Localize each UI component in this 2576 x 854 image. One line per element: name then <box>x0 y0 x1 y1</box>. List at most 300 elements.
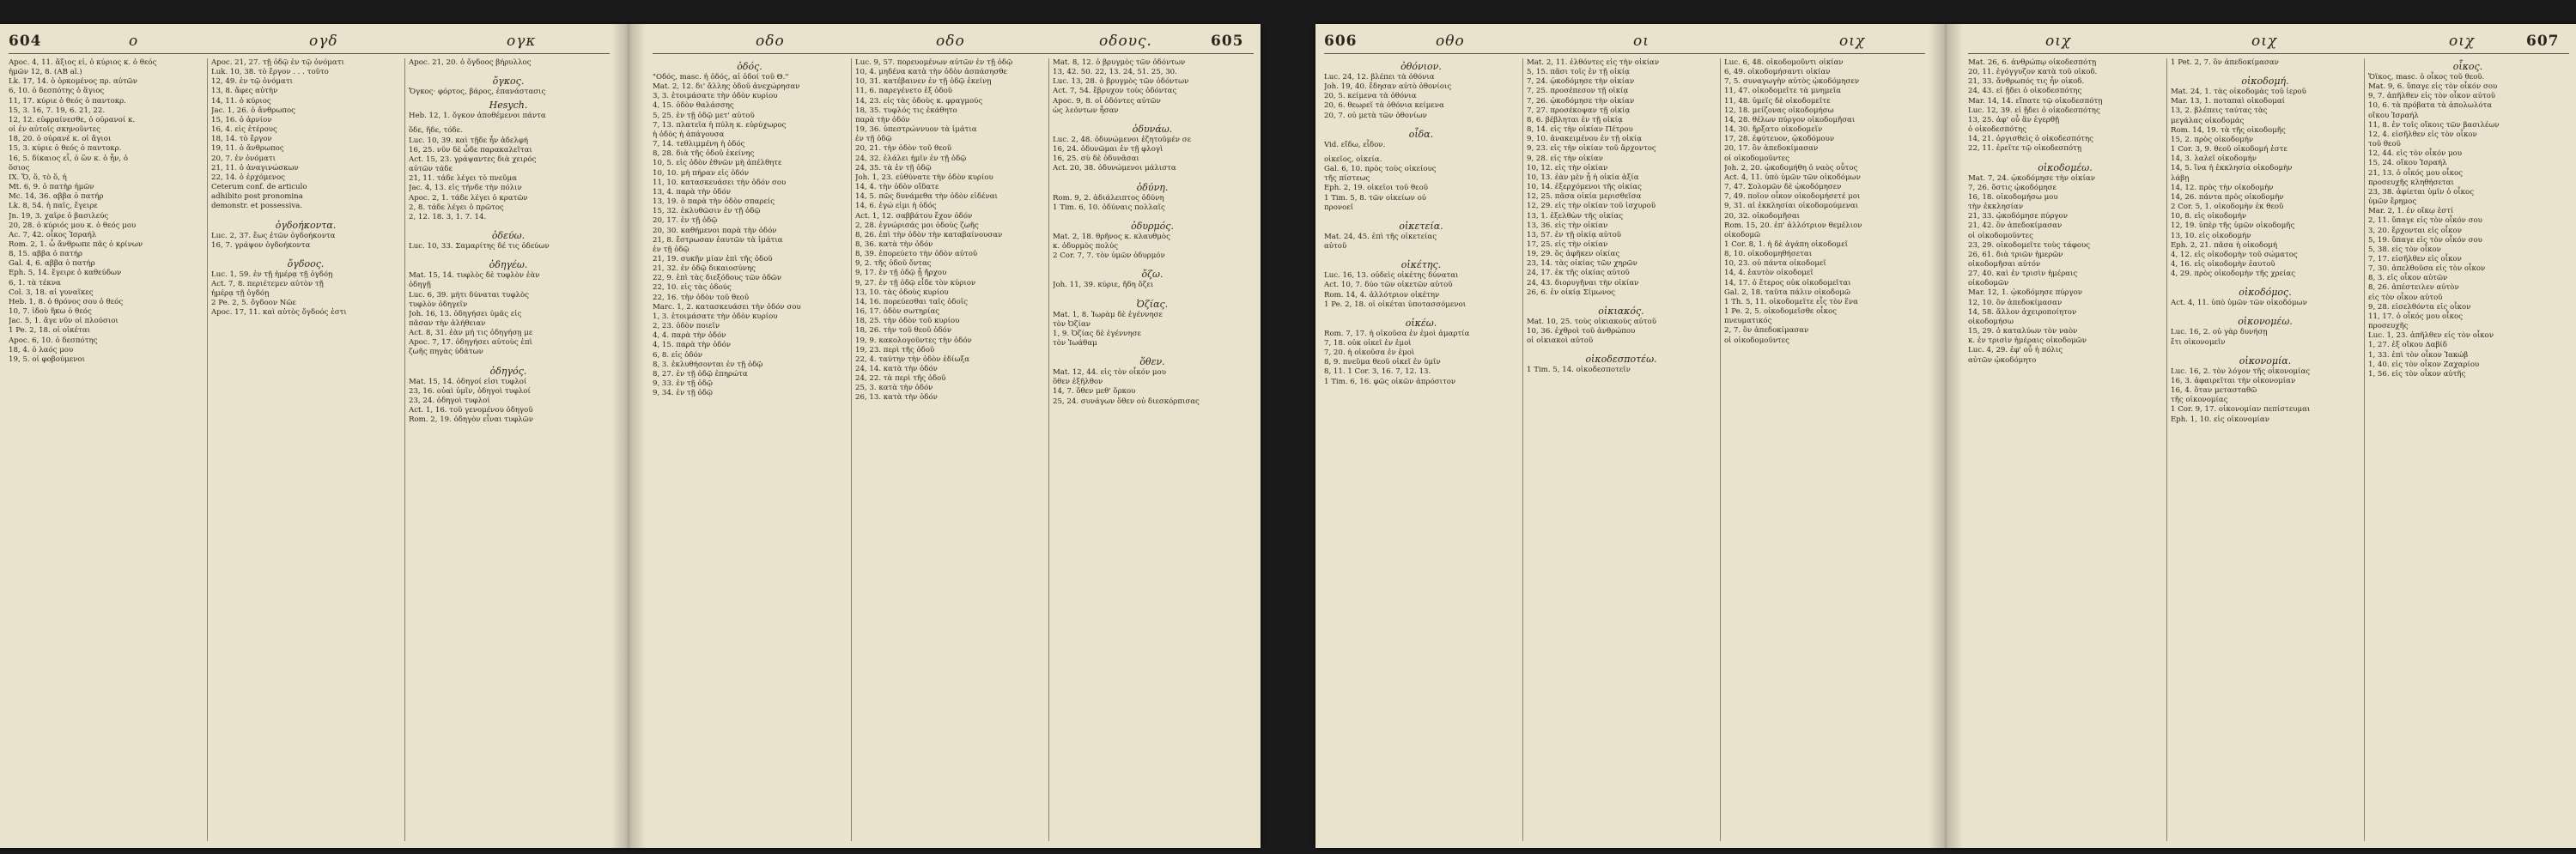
citation-line: Ac. 7, 42. οἶκος Ἰσραήλ <box>9 230 97 239</box>
column-divider <box>404 58 405 841</box>
citation-line: Rom. 9, 2. ἀδιάλειπτος ὀδύνη <box>1053 193 1164 203</box>
citation-line: 8, 36. κατὰ τὴν ὁδόν <box>855 239 933 249</box>
column-1 <box>653 58 847 841</box>
citation-line: 14, 3. λαλεῖ οἰκοδομήν <box>2171 154 2257 164</box>
citation-line: Mc. 14, 36. αββα ὁ πατήρ <box>9 192 104 202</box>
citation-line: 14, 4. τὴν ὁδὸν οἴδατε <box>855 183 939 192</box>
citation-line: 17, 25. εἰς τὴν οἰκίαν <box>1527 239 1608 249</box>
citation-line: πνευματικός <box>1724 317 1772 326</box>
header-rule <box>1324 53 1925 54</box>
citation-line: προσευχῆς <box>2368 322 2409 331</box>
citation-line: 23, 14. τὰς οἰκίας τῶν χηρῶν <box>1527 259 1637 269</box>
citation-line: 12, 44. εἰς τὸν οἶκόν μου <box>2368 149 2463 159</box>
citation-line: Mat. 26, 6. ἀνθρώπῳ οἰκοδεσπότῃ <box>1968 58 2097 67</box>
citation-line: 4, 29. πρὸς οἰκοδομὴν τῆς χρείας <box>2171 270 2296 279</box>
citation-line: 14, 17. ὁ ἕτερος οὐκ οἰκοδομεῖται <box>1724 278 1851 288</box>
citation-line: 7, 14. τεθλιμμένη ἡ ὁδός <box>653 140 745 149</box>
citation-line: τῆς πίστεως <box>1324 174 1370 184</box>
column-3 <box>2368 58 2567 841</box>
citation-line: 10, 5. εἰς ὁδὸν ἐθνῶν μὴ ἀπέλθητε <box>653 159 782 168</box>
citation-line: 10, 6. τὰ πρόβατα τὰ ἀπολωλότα <box>2368 101 2493 111</box>
citation-line: 5, 38. εἰς τὸν οἶκον <box>2368 245 2441 254</box>
citation-line: ὑμῶν ἔρημος <box>2368 197 2417 207</box>
citation-line: Eph. 5, 14. ἔγειρε ὁ καθεύδων <box>9 269 122 278</box>
citation-line: 20, 17. ὃν ἀπεδοκίμασαν <box>1724 144 1819 154</box>
lemma-heading: οἶκος. <box>2452 61 2483 72</box>
citation-line: 6, 10. ὁ δεσπότης ὁ ἅγιος <box>9 87 105 96</box>
citation-line: ζωῆς πηγὰς ὑδάτων <box>409 348 483 357</box>
citation-line: 20, 6. θεωρεῖ τὰ ὀθόνια κείμενα <box>1324 101 1444 111</box>
citation-line: 8, 6. βέβληται ἐν τῇ οἰκίᾳ <box>1527 115 1623 124</box>
citation-line: 14, 23. εἰς τὰς ὁδοὺς κ. φραγμούς <box>855 96 983 106</box>
citation-line: 15, 2. πρὸς οἰκοδομήν <box>2171 135 2254 144</box>
citation-line: 13, 10. τὰς ὁδοὺς κυρίου <box>855 288 949 297</box>
citation-line: 21, 33. ᾠκοδόμησε πύργον <box>1968 212 2068 221</box>
citation-line: 1 Th. 5, 11. οἰκοδομεῖτε εἷς τὸν ἕνα <box>1724 297 1858 306</box>
lemma-heading: ὀδυνάω. <box>1132 123 1173 135</box>
citation-line: κ. ὀδυρμὸς πολύς <box>1053 242 1119 251</box>
citation-line: 11, 48. ὑμεῖς δὲ οἰκοδομεῖτε <box>1724 96 1831 106</box>
column-3 <box>1724 58 1923 841</box>
citation-line: 23, 29. οἰκοδομεῖτε τοὺς τάφους <box>1968 240 2091 250</box>
citation-line: Luc. 24, 12. βλέπει τὰ ὀθόνια <box>1324 73 1435 82</box>
citation-line: 10, 12. εἰς τὴν οἰκίαν <box>1527 163 1608 173</box>
lemma-heading: οἰκέτης. <box>1400 259 1442 271</box>
citation-line: 16, 3. ἀφαιρεῖται τὴν οἰκονομίαν <box>2171 376 2296 385</box>
citation-line: Apoc. 21, 20. ὁ ὄγδοος βήρυλλος <box>409 58 532 67</box>
running-head-left: οδο <box>756 33 785 50</box>
running-head-right: ογκ <box>507 33 537 50</box>
citation-line: Col. 3, 18. αἱ γυναῖκες <box>9 288 94 297</box>
lemma-heading: ὄγδοος. <box>287 257 325 270</box>
citation-line: 9, 34. ἐν τῇ ὁδῷ <box>653 389 713 398</box>
citation-line: Act. 4, 11. ὑπὸ ὑμῶν τῶν οἰκοδόμων <box>2171 299 2307 308</box>
citation-line: προσευχῆς κληθήσεται <box>2368 178 2454 187</box>
gutter <box>611 24 646 848</box>
citation-line: 20, 5. κείμενα τὰ ὀθόνια <box>1324 92 1417 101</box>
citation-line: 21, 11. τάδε λέγει τὸ πνεῦμα <box>409 174 517 184</box>
citation-line: 2, 12. 18. 3, 1. 7. 14. <box>409 212 487 221</box>
citation-line: 20, 28. ὁ κύριός μου κ. ὁ θεός μου <box>9 221 137 230</box>
column-1 <box>1324 58 1518 841</box>
citation-line: 8, 26. ἀπέστειλεν αὐτὸν <box>2368 283 2459 293</box>
citation-line: λάβῃ <box>2171 173 2190 183</box>
citation-line: 22, 9. ἐπὶ τὰς διεξόδους τῶν ὁδῶν <box>653 274 782 283</box>
citation-line: 26, 13. κατὰ τὴν ὁδόν <box>855 393 938 403</box>
citation-line: 13, 42. 50. 22, 13. 24, 51. 25, 30. <box>1053 68 1177 77</box>
citation-line: 1, 33. ἐπὶ τὸν οἶκον Ἰακώβ <box>2368 350 2469 360</box>
columns <box>9 58 610 841</box>
citation-line: 12, 29. εἰς τὴν οἰκίαν τοῦ ἰσχυροῦ <box>1527 202 1656 211</box>
citation-line: Luc. 13, 28. ὁ βρυγμὸς τῶν ὀδόντων <box>1053 77 1189 87</box>
citation-line: οἰκοδομῶν <box>1968 279 2009 288</box>
citation-line: 6, 49. οἰκοδομήσαντι οἰκίαν <box>1724 68 1831 77</box>
citation-line: Act. 7, 8. περιέτεμεν αὐτὸν τῇ <box>211 279 324 288</box>
citation-line: 19, 11. ὁ ἄνθρωπος <box>211 144 284 154</box>
citation-line: 7, 26. ὅστις ᾠκοδόμησε <box>1968 183 2057 192</box>
citation-line: 15, 16. ὁ ἀρνίον <box>211 115 272 124</box>
citation-line: 4, 4. παρὰ τὴν ὁδόν <box>653 331 726 341</box>
citation-line: τὸν Ὀζίαν <box>1053 319 1091 329</box>
citation-line: 14, 7. ὅθεν μεθ' ὅρκου <box>1053 387 1136 397</box>
citation-line: 12, 18. μείζονας οἰκοδομήσω <box>1724 106 1834 115</box>
citation-line: Apoc. 17, 11. καὶ αὐτὸς ὄγδοός ἐστι <box>211 308 347 318</box>
citation-line: Act. 8, 31. ἐὰν μή τις ὁδηγήσῃ με <box>409 329 533 338</box>
citation-line: 8, 11. 1 Cor. 3, 16. 7, 12. 13. <box>1324 367 1431 377</box>
citation-line: αὐτῶν ᾠκοδόμητο <box>1968 355 2037 365</box>
citation-line: 24, 32. ἐλάλει ἡμῖν ἐν τῇ ὁδῷ <box>855 154 967 163</box>
citation-line: ἐν τῇ ὁδῷ <box>855 135 892 144</box>
citation-line: 10, 23. οὐ πάντα οἰκοδομεῖ <box>1724 259 1826 269</box>
citation-line: 13, 4. παρὰ τὴν ὁδόν <box>653 187 731 197</box>
column-2 <box>855 58 1044 841</box>
citation-line: "Οδός, masc. ἡ ὁδός, αἱ ὁδοί τοῦ Θ." <box>653 73 789 82</box>
citation-line: 5, 25. ἐν τῇ ὁδῷ μετ' αὐτοῦ <box>653 111 755 120</box>
citation-line: Lk. 8, 54. ἡ παῖς, ἔγειρε <box>9 202 98 211</box>
citation-line: 14, 30. ἤρξατο οἰκοδομεῖν <box>1724 125 1823 135</box>
lemma-heading: ὀδύνη. <box>1136 181 1169 193</box>
citation-line: 2 Pe. 2, 5. ὄγδοον Νῶε <box>211 299 296 308</box>
page-607 <box>1968 24 2569 848</box>
citation-line: 22, 11. ἐρεῖτε τῷ οἰκοδεσπότῃ <box>1968 144 2082 154</box>
page-number: 607 <box>2526 33 2560 50</box>
citation-line: Joh. 19, 40. ἔδησαν αὐτὸ ὀθονίοις <box>1324 82 1452 92</box>
citation-line: Mar. 12, 1. ᾠκοδόμησε πύργον <box>1968 288 2083 298</box>
citation-line: Act. 10, 7. δύο τῶν οἰκετῶν αὐτοῦ <box>1324 281 1453 290</box>
citation-line: 11, 47. οἰκοδομεῖτε τὰ μνημεῖα <box>1724 87 1842 96</box>
citation-line: 14, 28. θέλων πύργον οἰκοδομῆσαι <box>1724 115 1856 124</box>
citation-line: τῆς οἰκονομίας <box>2171 396 2228 405</box>
citation-line: 2, 23. ὁδὸν ποιεῖν <box>653 322 720 331</box>
citation-line: Heb. 12, 1. ὄγκον ἀποθέμενοι πάντα <box>409 112 546 121</box>
citation-line: ἡ ὁδὸς ἡ ἀπάγουσα <box>653 130 725 139</box>
citation-line: ἔτι οἰκονομεῖν <box>2171 337 2226 347</box>
citation-line: πᾶσαν τὴν ἀλήθειαν <box>409 318 486 328</box>
citation-line: εἰς τὸν οἶκον αὐτοῦ <box>2368 293 2443 302</box>
citation-line: Luc. 16, 2. τὸν λόγον τῆς οἰκονομίας <box>2171 366 2311 376</box>
citation-line: 21, 13. ὁ οἶκός μου οἶκος <box>2368 168 2463 178</box>
citation-line: 14, 12. πρὸς τὴν οἰκοδομὴν <box>2171 183 2274 192</box>
citation-line: Luc. 10, 33. Σαμαρίτης δέ τις ὁδεύων <box>409 242 550 251</box>
citation-line: Luc. 2, 48. ὀδυνώμενοι ἐζητοῦμέν σε <box>1053 135 1192 144</box>
citation-line: Mat. 9, 6. ὕπαγε εἰς τὸν οἶκόν σου <box>2368 82 2498 92</box>
citation-line: μεγάλας οἰκοδομάς <box>2171 116 2245 125</box>
citation-line: 12, 4. εἰσῆλθεν εἰς τὸν οἶκον <box>2368 130 2477 139</box>
lemma-heading: ὀδυρμός. <box>1131 220 1174 232</box>
citation-line: Gal. 2, 18. ταῦτα πάλιν οἰκοδομῶ <box>1724 288 1850 297</box>
column-3 <box>409 58 608 841</box>
lemma-heading: οἰκονομία. <box>2239 354 2292 366</box>
citation-line: Luc. 10, 39. καὶ τῇδε ἦν ἀδελφή <box>409 136 528 145</box>
citation-line: Mat. 15, 14. ὁδηγοί εἰσι τυφλοί <box>409 377 527 386</box>
citation-line: 24, 17. ἐκ τῆς οἰκίας αὐτοῦ <box>1527 269 1630 278</box>
lemma-heading: ὁδεύω. <box>491 230 526 242</box>
citation-line: adhibito post pronomina <box>211 192 303 202</box>
citation-line: Luc. 12, 39. εἰ ᾔδει ὁ οἰκοδεσπότης <box>1968 106 2100 115</box>
running-head-right: οιχ <box>1839 33 1866 50</box>
citation-line: 8, 28. διὰ τῆς ὁδοῦ ἐκείνης <box>653 149 755 159</box>
citation-line: 16, 5. δίκαιος εἶ, ὁ ὢν κ. ὁ ἦν, ὁ <box>9 154 129 163</box>
citation-line: 23, 38. ἀφίεται ὑμῖν ὁ οἶκος <box>2368 187 2475 197</box>
citation-line: ὁ οἰκοδεσπότης <box>1968 125 2027 135</box>
lemma-heading: ὀθόνιον. <box>1400 61 1442 72</box>
page-605 <box>653 24 1254 848</box>
citation-line: 26, 61. διὰ τριῶν ἡμερῶν <box>1968 250 2063 259</box>
citation-line: 18, 20. ὁ οὐρανέ κ. οἱ ἅγιοι <box>9 135 112 144</box>
citation-line: 20, 11. ἐγόγγυζον κατὰ τοῦ οἰκοδ. <box>1968 68 2098 77</box>
citation-line: 15, 24. οἴκου Ἰσραήλ <box>2368 159 2447 168</box>
citation-line: 14, 58. ἄλλον ἀχειροποίητον <box>1968 307 2077 317</box>
citation-line: 9, 2. τῆς ὁδοῦ ὄντας <box>855 259 932 269</box>
citation-line: 11, 17. κύριε ὁ θεός ὁ παντοκρ. <box>9 96 126 106</box>
citation-line: Apoc. 21, 27. τῇ ὁδῷ ἐν τῷ ὀνόματι <box>211 58 344 67</box>
citation-line: 21, 33. ἄνθρωπός τις ἦν οἰκοδ. <box>1968 77 2085 87</box>
citation-line: 16, 25. σὺ δὲ ὀδυνᾶσαι <box>1053 154 1139 164</box>
citation-line: Mt. 6, 9. ὁ πατὴρ ἡμῶν <box>9 183 94 192</box>
lemma-heading: ὁδηγός. <box>489 365 527 377</box>
citation-line: 2, 11. ὕπαγε εἰς τὸν οἶκόν σου <box>2368 216 2482 226</box>
citation-line: 21, 11. ὁ ἀναγινώσκων <box>211 163 299 173</box>
page-number: 605 <box>1211 33 1244 50</box>
lemma-heading: οἰκοδομέω. <box>2038 161 2093 173</box>
page-number: 604 <box>9 33 42 50</box>
citation-line: Mat. 1, 8. Ἰωρὰμ δὲ ἐγέννησε <box>1053 310 1163 319</box>
citation-line: 1, 40. εἰς τὸν οἶκον Ζαχαρίου <box>2368 360 2480 369</box>
running-head-center: οδο <box>936 33 965 50</box>
citation-line: 10, 13. ἐὰν μὲν ᾖ ἡ οἰκία ἀξία <box>1527 173 1639 182</box>
header-rule <box>653 53 1254 54</box>
citation-line: 5, 15. πᾶσι τοῖς ἐν τῇ οἰκίᾳ <box>1527 68 1630 77</box>
citation-line: 3, 3. ἑτοιμάσατε τὴν ὁδὸν κυρίου <box>653 92 778 101</box>
citation-line: Mat. 8, 12. ὁ βρυγμὸς τῶν ὀδόντων <box>1053 58 1186 67</box>
lemma-heading: οἰκοδομή. <box>2241 76 2289 88</box>
citation-line: 6, 1. τὰ τέκνα <box>9 278 61 288</box>
column-1 <box>9 58 203 841</box>
citation-line: 21, 19. συκῆν μίαν ἐπὶ τῆς ὁδοῦ <box>653 254 773 263</box>
citation-line: ὅθεν ἐξῆλθον <box>1053 378 1103 387</box>
citation-line: Luc. 2, 37. ἕως ἐτῶν ὀγδοήκοντα <box>211 231 336 240</box>
citation-line: 13, 25. ἀφ' οὗ ἂν ἐγερθῇ <box>1968 115 2060 124</box>
citation-line: 1 Tim. 6, 10. ὀδύναις πολλαῖς <box>1053 203 1165 212</box>
citation-line: οἱ οἰκιακοὶ αὐτοῦ <box>1527 336 1594 346</box>
citation-line: 24, 35. τὰ ἐν τῇ ὁδῷ <box>855 163 932 173</box>
citation-line: 8, 26. ἐπὶ τὴν ὁδὸν τὴν καταβαίνουσαν <box>855 230 1003 239</box>
citation-line: Mat. 10, 25. τοὺς οἰκιακοὺς αὐτοῦ <box>1527 317 1656 326</box>
lemma-heading: οἶδα. <box>1408 128 1434 140</box>
lemma-heading: ὀγδοήκοντα. <box>275 219 337 231</box>
citation-line: 12, 25. πᾶσα οἰκία μερισθεῖσα <box>1527 192 1642 202</box>
citation-line: Ceterum conf. de articulo <box>211 183 307 192</box>
citation-line: Luc. 6, 39. μήτι δύναται τυφλὸς <box>409 290 529 300</box>
citation-line: 11, 10. κατασκευάσει τὴν ὁδόν σου <box>653 178 787 187</box>
lemma-heading: οἰκέω. <box>1405 317 1437 329</box>
citation-line: 9, 28. εἰσελθόντα εἰς οἶκον <box>2368 302 2471 312</box>
citation-line: Rom. 2, 19. ὁδηγὸν εἶναι τυφλῶν <box>409 415 533 425</box>
citation-line: 7, 13. πλατεῖα ἡ πύλη κ. εὐρύχωρος <box>653 120 787 130</box>
citation-line: demonstr. et possessiva. <box>211 202 303 211</box>
citation-line: 4, 16. εἰς οἰκοδομὴν ἑαυτοῦ <box>2171 259 2275 269</box>
citation-line: 14, 6. ἐγώ εἰμι ἡ ὁδός <box>855 202 937 211</box>
citation-line: αὐτῶν τάδε <box>409 165 453 174</box>
citation-line: 1, 3. ἑτοιμάσατε τὴν ὁδὸν κυρίου <box>653 312 778 321</box>
citation-line: 10, 10. μὴ πήραν εἰς ὁδόν <box>653 168 749 178</box>
citation-line: 22, 10. εἰς τὰς ὁδούς <box>653 283 732 293</box>
citation-line: ἡμέρᾳ τῇ ὀγδόῃ <box>211 289 270 299</box>
citation-line: 8, 9. πνεῦμα θεοῦ οἰκεῖ ἐν ὑμῖν <box>1324 358 1441 367</box>
citation-line: Act. 1, 16. τοῦ γενομένου ὁδηγοῦ <box>409 406 533 415</box>
citation-line: 8, 10. οἰκοδομηθήσεται <box>1724 250 1813 259</box>
citation-line: 7, 49. ποῖον οἶκον οἰκοδομήσετέ μοι <box>1724 192 1861 202</box>
citation-line: 12, 49. ἐν τῷ ὀνόματι <box>211 77 293 87</box>
citation-line: Eph. 1, 10. εἰς οἰκονομίαν <box>2171 415 2269 424</box>
citation-line: 1 Cor. 8, 1. ἡ δὲ ἀγάπη οἰκοδομεῖ <box>1724 239 1848 249</box>
citation-line: 1 Cor. 3, 9. θεοῦ οἰκοδομή ἐστε <box>2171 145 2287 154</box>
citation-line: 7, 27. προσέκοψαν τῇ οἰκίᾳ <box>1527 106 1631 115</box>
citation-line: Act. 1, 12. σαββάτου ἔχον ὁδόν <box>855 211 973 221</box>
citation-line: 4, 15. παρὰ τὴν ὁδόν <box>653 341 731 350</box>
citation-line: οἱ οἰκοδομοῦντες <box>1968 231 2033 240</box>
citation-line: 18, 14. τὸ ἔργον <box>211 135 272 144</box>
citation-line: ὁδηγῇ <box>409 281 431 290</box>
citation-line: κ. ἐν τρισὶν ἡμέραις οἰκοδομῶν <box>1968 336 2087 346</box>
citation-line: 21, 42. ὃν ἀπεδοκίμασαν <box>1968 221 2063 231</box>
citation-line: ὅδε, ἥδε, τόδε. <box>409 126 463 136</box>
citation-line: 7, 47. Σολομῶν δὲ ᾠκοδόμησεν <box>1724 183 1842 192</box>
column-divider <box>207 58 208 841</box>
citation-line: 3, 20. ἔρχονται εἰς οἶκον <box>2368 226 2462 235</box>
page-604 <box>9 24 610 848</box>
column-1 <box>1968 58 2162 841</box>
citation-line: 10, 31. κατέβαινεν ἐν τῇ ὁδῷ ἐκείνῃ <box>855 77 992 87</box>
citation-line: Joh. 2, 20. ᾠκοδομήθη ὁ ναὸς οὗτος <box>1724 163 1858 173</box>
lemma-heading: ὅθεν. <box>1139 356 1165 368</box>
citation-line: Apoc. 2, 1. τάδε λέγει ὁ κρατῶν <box>409 193 528 203</box>
spread-left <box>0 24 1261 848</box>
citation-line: 18, 35. τυφλός τις ἐκάθητο <box>855 106 957 115</box>
citation-line: Jac. 5, 1. ἄγε νῦν οἱ πλούσιοι <box>9 317 118 326</box>
citation-line: Mar. 14, 14. εἴπατε τῷ οἰκοδεσπότῃ <box>1968 96 2103 106</box>
citation-line: Luc. 4, 29. ἐφ' οὗ ἡ πόλις <box>1968 346 2063 355</box>
citation-line: Gal. 4, 6. αββα ὁ πατήρ <box>9 259 95 269</box>
citation-line: 15, 3. 16, 7. 19, 6. 21, 22. <box>9 106 106 115</box>
citation-line: 14, 4. ἑαυτὸν οἰκοδομεῖ <box>1724 269 1814 278</box>
citation-line: 25, 24. συνάγων ὅθεν οὐ διεσκόρπισας <box>1053 397 1200 406</box>
citation-line: 14, 5. ἵνα ἡ ἐκκλησία οἰκοδομὴν <box>2171 164 2293 173</box>
column-divider <box>851 58 852 841</box>
citation-line: 16, 25. νῦν δὲ ὧδε παρακαλεῖται <box>409 145 532 154</box>
citation-line: 13, 36. εἰς τὴν οἰκίαν <box>1527 221 1608 230</box>
citation-line: 16, 18. οἰκοδομήσω μου <box>1968 192 2058 202</box>
citation-line: Joh. 11, 39. κύριε, ἤδη ὄζει <box>1053 281 1154 290</box>
citation-line: Luc. 1, 59. ἐν τῇ ἡμέρᾳ τῇ ὀγδόῃ <box>211 270 333 279</box>
citation-line: 7, 26. ᾠκοδόμησε τὴν οἰκίαν <box>1527 96 1635 106</box>
citation-line: 10, 7. ἰδοὺ ἥκω ὁ θεός <box>9 307 92 317</box>
citation-line: Luc. 16, 2. οὐ γὰρ δυνήσῃ <box>2171 328 2268 337</box>
citation-line: 1 Pe. 2, 5. οἰκοδομεῖσθε οἶκος <box>1724 307 1837 317</box>
citation-line: 14, 26. πάντα πρὸς οἰκοδομὴν <box>2171 192 2284 202</box>
citation-line: 27, 40. καὶ ἐν τρισὶν ἡμέραις <box>1968 270 2078 279</box>
page-header <box>1324 33 1925 51</box>
citation-line: 24, 43. διορυγῆναι τὴν οἰκίαν <box>1527 278 1639 288</box>
citation-line: 17, 28. ἐφύτευον, ᾠκοδόμουν <box>1724 135 1835 144</box>
citation-line: 1, 56. εἰς τὸν οἶκον αὐτῆς <box>2368 369 2466 379</box>
citation-line: Rom. 14, 19. τὰ τῆς οἰκοδομῆς <box>2171 125 2286 135</box>
citation-line: 1 Pet. 2, 7. ὃν ἀπεδοκίμασαν <box>2171 58 2279 67</box>
citation-line: 16, 4. ὅταν μετασταθῶ <box>2171 386 2257 396</box>
citation-line: 2, 7. ὃν ἀπεδοκίμασαν <box>1724 326 1809 336</box>
citation-line: Mat. 24, 45. ἐπὶ τῆς οἰκετείας <box>1324 232 1437 241</box>
citation-line: 1, 9. Ὀζίας δὲ ἐγέννησε <box>1053 329 1141 338</box>
citation-line: 9, 27. ἐν τῇ ὁδῷ εἶδε τὸν κύριον <box>855 278 976 288</box>
citation-line: Apoc. 9, 8. οἱ ὀδόντες αὐτῶν <box>1053 96 1161 106</box>
citation-line: 22, 14. ὁ ἐρχόμενος <box>211 173 285 182</box>
citation-line: Rom. 14, 4. ἀλλότριον οἰκέτην <box>1324 290 1440 300</box>
citation-line: 11, 8. ἐν τοῖς οἴκοις τῶν βασιλέων <box>2368 120 2500 130</box>
citation-line: 8, 3. εἰς οἶκον αὐτῶν <box>2368 274 2448 283</box>
citation-line: προνοεῖ <box>1324 203 1354 212</box>
citation-line: 1 Pe. 2, 18. οἱ οἰκέται ὑποτασσόμενοι <box>1324 300 1467 309</box>
citation-line: ἐν τῇ ὁδῷ <box>653 245 690 254</box>
citation-line: 25, 3. κατὰ τὴν ὁδόν <box>855 384 933 393</box>
citation-line: Luc. 16, 13. οὐδεὶς οἰκέτης δύναται <box>1324 271 1459 281</box>
citation-line: 23, 24. ὁδηγοὶ τυφλοί <box>409 396 490 405</box>
citation-line: 2, 8. τάδε λέγει ὁ πρῶτος <box>409 203 504 212</box>
citation-line: Mar. 13, 1. ποταπαὶ οἰκοδομαί <box>2171 97 2286 106</box>
citation-line: 7, 24. ᾠκοδόμησε τὴν οἰκίαν <box>1527 77 1635 87</box>
citation-line: Luc. 9, 57. πορευομένων αὐτῶν ἐν τῇ ὁδῷ <box>855 58 1013 67</box>
citation-line: 1 Tim. 5, 14. οἰκοδεσποτεῖν <box>1527 366 1631 375</box>
citation-line: 10, 4. μηδένα κατὰ τὴν ὁδὸν ἀσπάσησθε <box>855 68 1007 77</box>
lemma-heading: ὁδός. <box>737 61 762 72</box>
citation-line: 7, 30. ἀπελθοῦσα εἰς τὸν οἶκον <box>2368 264 2486 274</box>
lemma-heading: ὁδηγέω. <box>489 259 528 271</box>
citation-line: 24, 22. τὰ περὶ τῆς ὁδοῦ <box>855 374 946 384</box>
citation-line: 8, 14. εἰς τὴν οἰκίαν Πέτρου <box>1527 125 1633 135</box>
citation-line: Act. 20, 38. ὀδυνώμενοι μάλιστα <box>1053 164 1176 173</box>
column-2 <box>1527 58 1716 841</box>
citation-line: 13, 19. ὁ παρὰ τὴν ὁδὸν σπαρείς <box>653 197 775 207</box>
citation-line: 18, 4. ὁ λαός μου <box>9 345 74 354</box>
citation-line: Luk. 10, 38. τὸ ἔργον . . . τοῦτο <box>211 68 329 77</box>
citation-line: 19, 29. ὃς ἀφῆκεν οἰκίας <box>1527 250 1620 259</box>
citation-line: Mat. 2, 12. δι' ἄλλης ὁδοῦ ἀνεχώρησαν <box>653 82 800 92</box>
citation-line: 15, 29. ὁ καταλύων τὸν ναὸν <box>1968 327 2078 336</box>
citation-line: 9, 10. ἀνακειμένου ἐν τῇ οἰκίᾳ <box>1527 135 1643 144</box>
lemma-heading: Hesych. <box>489 100 528 112</box>
header-rule <box>9 53 610 54</box>
citation-line: Rom. 2, 1. ὦ ἄνθρωπε πᾶς ὁ κρίνων <box>9 239 143 249</box>
citation-line: 13, 8. ἄφες αὐτὴν <box>211 87 278 96</box>
citation-line: 6, 8. εἰς ὁδόν <box>653 350 702 360</box>
citation-line: τὸν Ἰωάθαμ <box>1053 338 1097 348</box>
page-header <box>9 33 610 51</box>
spread-right <box>1315 24 2576 848</box>
citation-line: 20, 7. ἐν ὀνόματι <box>211 154 276 163</box>
citation-line: 13, 1. ἐξελθὼν τῆς οἰκίας <box>1527 211 1624 221</box>
citation-line: τυφλὸν ὁδηγεῖν <box>409 300 468 309</box>
citation-line: Apoc. 4, 11. ἄξιος εἶ, ὁ κύριος κ. ὁ θεός <box>9 58 157 67</box>
citation-line: IX. Ὅ, ὅ, τὸ ὅ, ἡ <box>9 173 67 182</box>
citation-line: 15, 3. κύριε ὁ θεός ὁ παντοκρ. <box>9 144 122 154</box>
citation-line: 26, 6. ἐν οἰκίᾳ Σίμωνος <box>1527 288 1615 297</box>
citation-line: Luc. 1, 23. ἀπῆλθεν εἰς τὸν οἶκον <box>2368 331 2494 341</box>
lemma-heading: οἰκοδόμος. <box>2239 287 2292 299</box>
citation-line: 4, 15. ὁδὸν θαλάσσης <box>653 101 734 111</box>
columns <box>1324 58 1925 841</box>
citation-line: 9, 17. ἐν τῇ ὁδῷ ᾗ ἤρχου <box>855 269 947 278</box>
citation-line: 20, 17. ἐν τῇ ὁδῷ <box>653 216 718 226</box>
citation-line: οἱ οἰκοδομοῦντες <box>1724 154 1789 163</box>
